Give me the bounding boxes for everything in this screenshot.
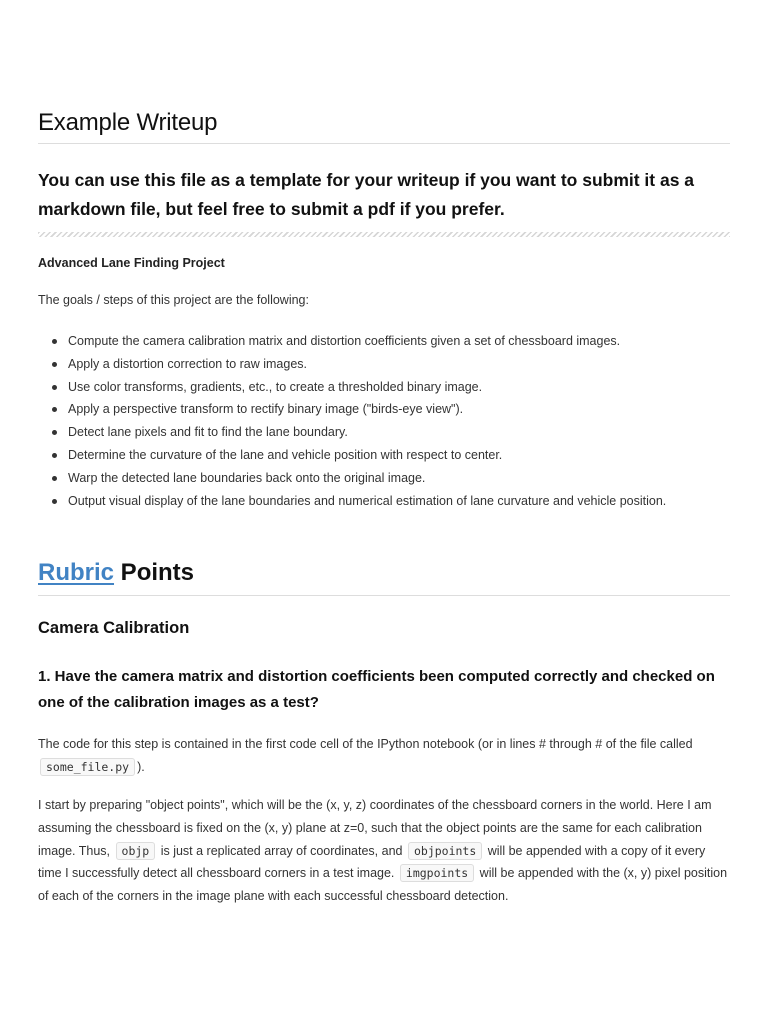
bullet-icon (52, 430, 57, 435)
list-item-text: Compute the camera calibration matrix and distortion coefficients given a set of chessboard images. (68, 334, 621, 348)
list-item (68, 490, 730, 513)
inline-code: imgpoints (400, 864, 474, 882)
rubric-link[interactable]: Rubric (38, 559, 115, 586)
hatched-divider (38, 232, 730, 237)
bullet-icon (52, 339, 57, 344)
goals-list (38, 330, 730, 512)
list-item-text: Detect lane pixels and fit to find the lane boundary. (68, 425, 348, 440)
list-item-text: Apply a perspective transform to rectify binary image ("birds-eye view"). (68, 402, 464, 417)
list-item (68, 330, 730, 353)
list-item-text: Output visual display of the lane boundaries and numerical estimation of lane curvature and vehicle position. (68, 493, 667, 508)
rubric-heading-rest: Points (114, 559, 195, 586)
page-title: Example Writeup (38, 109, 218, 136)
rubric-heading (38, 557, 194, 589)
bullet-icon (52, 499, 57, 504)
rubric-divider (38, 595, 730, 596)
list-item (68, 353, 730, 376)
paragraph-text: ). (137, 759, 145, 774)
list-item-text: Apply a distortion correction to raw images. (68, 356, 307, 371)
subtitle: You can use this file as a template for your writeup if you want to submit it as a markdown file, but feel free to submit a pdf if you prefer. (38, 170, 695, 219)
list-item-text: Use color transforms, gradients, etc., to create a thresholded binary image. (68, 379, 483, 394)
title-divider (38, 143, 730, 144)
question-heading: 1. Have the camera matrix and distortion coefficients been computed correctly and checked on one of the calibration images as a test? (38, 668, 715, 711)
paragraph-text: The code for this step is contained in the first code cell of the IPython notebook (or in lines # through # of the file called (38, 737, 693, 751)
bullet-icon (52, 453, 57, 458)
inline-code: some_file.py (40, 758, 135, 776)
project-name: Advanced Lane Finding Project (38, 256, 225, 270)
list-item (68, 376, 730, 399)
paragraph-text: will be appended with the (x, y) pixel position of each of the corners in the image plane with each successful chessboard detection. (38, 866, 728, 904)
list-item-text: Warp the detected lane boundaries back onto the original image. (68, 470, 426, 485)
paragraph-code-location (38, 733, 730, 779)
bullet-icon (52, 385, 57, 390)
list-item (68, 398, 730, 421)
list-item (68, 444, 730, 467)
inline-code: objp (116, 842, 156, 860)
section-heading: Camera Calibration (38, 619, 190, 637)
paragraph-object-points (38, 794, 730, 908)
inline-code: objpoints (408, 842, 482, 860)
paragraph-text: will be appended with a copy of it every time I successfully detect all chessboard corners in a test image. (38, 843, 706, 881)
bullet-icon (52, 476, 57, 481)
list-item (68, 467, 730, 490)
paragraph-text: is just a replicated array of coordinates, and (157, 843, 406, 858)
goals-intro: The goals / steps of this project are the following: (38, 293, 309, 307)
bullet-icon (52, 362, 57, 367)
list-item-text: Determine the curvature of the lane and vehicle position with respect to center. (68, 447, 503, 462)
list-item (68, 421, 730, 444)
bullet-icon (52, 407, 57, 412)
paragraph-text: I start by preparing "object points", which will be the (x, y, z) coordinates of the chessboard corners in the world. Here I am assuming the chessboard is fixed on the (x, y) plane at z=0, such that the object points are the same for each calibration image. Thus, (38, 798, 712, 858)
